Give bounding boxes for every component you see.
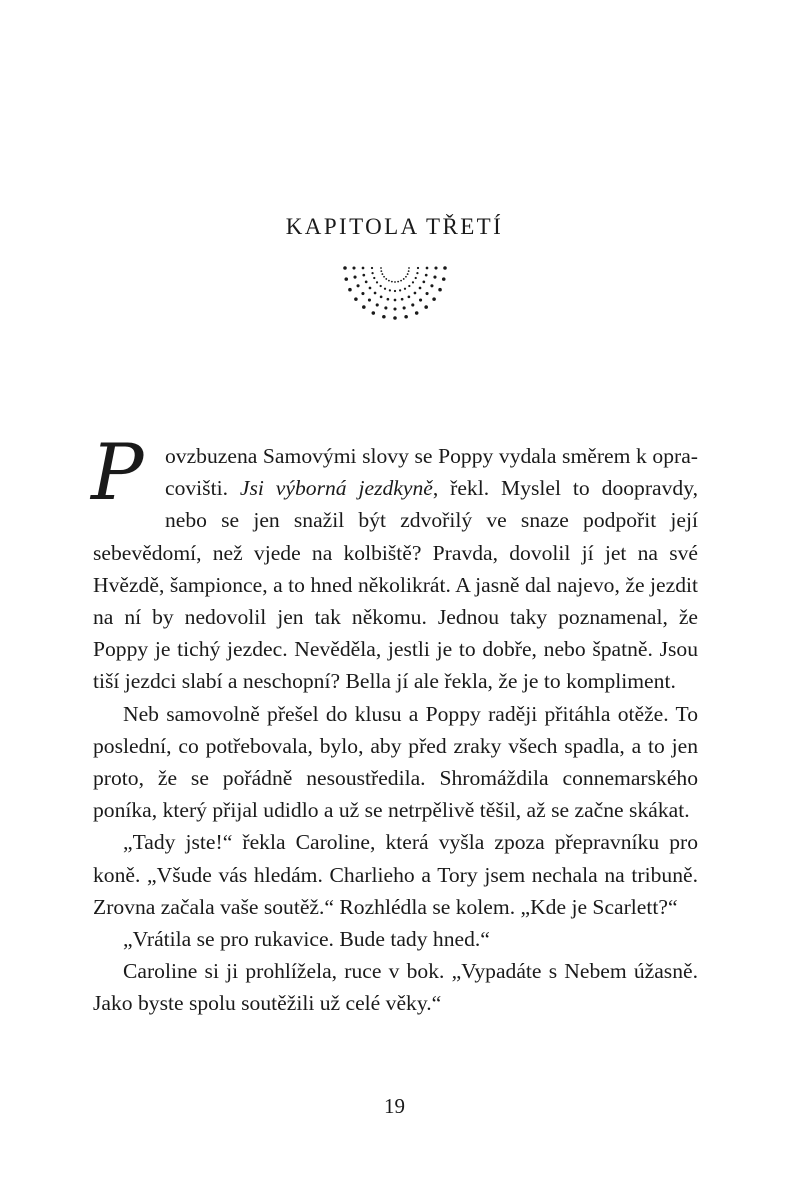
- ornament-dot: [408, 285, 410, 287]
- ornament-dot: [380, 295, 383, 298]
- ornament-dot: [417, 267, 419, 269]
- ornament-dot: [414, 292, 417, 295]
- ornament-dot: [393, 307, 396, 310]
- paragraph-1-italic: Jsi výborná jezdkyně: [239, 476, 433, 501]
- ornament-dot: [381, 273, 383, 275]
- ornament-dot: [343, 266, 347, 270]
- ornament-dot: [426, 292, 429, 295]
- ornament-dot: [404, 315, 408, 319]
- page-number: 19: [384, 1094, 405, 1118]
- ornament-dot: [385, 278, 387, 280]
- ornament-dot: [389, 289, 391, 291]
- ornament-dot: [380, 270, 382, 272]
- ornament-dot: [404, 288, 406, 290]
- ornament-dot: [393, 316, 397, 320]
- chapter-title: KAPITOLA TŘETÍ: [285, 214, 504, 239]
- ornament-dot: [369, 287, 372, 290]
- ornament-dot: [425, 274, 428, 277]
- ornament-dot: [387, 298, 390, 301]
- ornament-dot: [380, 285, 382, 287]
- ornament-dot: [403, 278, 405, 280]
- ornament-dot: [368, 299, 371, 302]
- ornament-dot: [408, 270, 410, 272]
- ornament-dot: [376, 281, 378, 283]
- ornament-dot: [394, 299, 397, 302]
- ornament-dot: [380, 267, 382, 269]
- ornament-dot: [419, 287, 422, 290]
- ornament-dot: [412, 281, 414, 283]
- ornament-dot: [433, 276, 436, 279]
- ornament-dot: [424, 305, 428, 309]
- paragraph-5: Caroline si ji prohlížela, ruce v bok. „Vypadáte s Nebem úžasně. Jako byste spolu soutěžili už celé věky.“: [93, 959, 698, 1016]
- ornament-dot: [362, 274, 365, 277]
- ornament-dot: [408, 267, 410, 269]
- ornament-dot: [353, 276, 356, 279]
- ornament-dot: [438, 288, 442, 292]
- ornament-dot: [357, 284, 360, 287]
- paragraph-1: [91, 428, 698, 698]
- paragraph-4: „Vrátila se pro rukavice. Bude tady hned.“: [123, 927, 490, 952]
- ornament-dot: [416, 272, 418, 274]
- ornament-dot: [362, 267, 365, 270]
- ornament-dot: [411, 303, 414, 306]
- ornament-dot: [432, 297, 436, 301]
- ornament-dot: [415, 311, 419, 315]
- ornament-dot: [405, 276, 407, 278]
- ornament-dot: [384, 288, 386, 290]
- ornament-dot: [372, 311, 376, 315]
- ornament-dot: [361, 292, 364, 295]
- chapter-body: [91, 428, 698, 1020]
- sunburst-dots-ornament-icon: [334, 266, 456, 326]
- ornament-dot: [388, 280, 390, 282]
- ornament-dot: [408, 295, 411, 298]
- paragraph-1-text-b: , řekl. Myslel to doopravdy, nebo se jen snažil být zdvořilý ve snaze podpořit její sebevědomí, než vjede na kolbiště? Pravda, dovolil jí jet na své Hvězdě, šampionce, a to hned několikrát. A jasně dal najevo, že jezdit na ní by nedovolil jen tak někomu. Jednou taky poznamenal, že Poppy je tichý jezdec. Nevěděla, jestli je to dobře, nebo špatně. Jsou tiší jezdci slabí a neschopní? Bella jí ale řekla, že je to kompliment.: [93, 476, 698, 694]
- ornament-dot: [426, 267, 429, 270]
- ornament-dot: [400, 280, 402, 282]
- ornament-dot: [434, 266, 437, 269]
- ornament-dot: [371, 272, 373, 274]
- ornament-dot: [348, 288, 352, 292]
- ornament-dot: [394, 281, 396, 283]
- ornament-dot: [415, 277, 417, 279]
- paragraph-2: Neb samovolně přešel do klusu a Poppy raději přitáhla otěže. To poslední, co potřebovala, bylo, aby před zraky všech spadla, a to jen proto, že se pořádně nesoustředila. Shromáždila connemarského poníka, který přijal udidlo a už se netrpělivě těšil, až se začne skákat.: [93, 701, 698, 823]
- ornament-dot: [442, 277, 446, 281]
- ornament-dot: [407, 273, 409, 275]
- ornament-dot: [376, 303, 379, 306]
- ornament-dot: [382, 315, 386, 319]
- ornament-dot: [391, 281, 393, 283]
- drop-cap: P: [91, 428, 144, 518]
- ornament-dot: [344, 277, 348, 281]
- ornament-dot: [354, 297, 358, 301]
- ornament-dot: [397, 281, 399, 283]
- ornament-dot: [430, 284, 433, 287]
- ornament-dot: [373, 277, 375, 279]
- ornament-dot: [352, 266, 355, 269]
- ornament-dot: [422, 281, 425, 284]
- ornament-dot: [401, 298, 404, 301]
- ornament-dot: [403, 306, 406, 309]
- ornament-dot: [443, 266, 447, 270]
- ornament-dot: [384, 306, 387, 309]
- ornament-dot: [365, 281, 368, 284]
- paragraph-1-text-a: ovzbuzena Samovými slovy se Poppy vydala směrem k opracovišti.: [165, 444, 698, 501]
- ornament-dot: [374, 292, 377, 295]
- ornament-dot: [394, 290, 396, 292]
- ornament-dot: [362, 305, 366, 309]
- paragraph-3: „Tady jste!“ řekla Caroline, která vyšla zpoza přepravníku pro koně. „Všude vás hledám. Charlieho a Tory jsem nechala na tribuně. Zrovna začala vaše soutěž.“ Rozhlédla se kolem. „Kde je Scarlett?“: [93, 830, 698, 919]
- ornament-dot: [383, 276, 385, 278]
- ornament-dot: [371, 267, 373, 269]
- ornament-dot: [419, 299, 422, 302]
- ornament-dot: [399, 289, 401, 291]
